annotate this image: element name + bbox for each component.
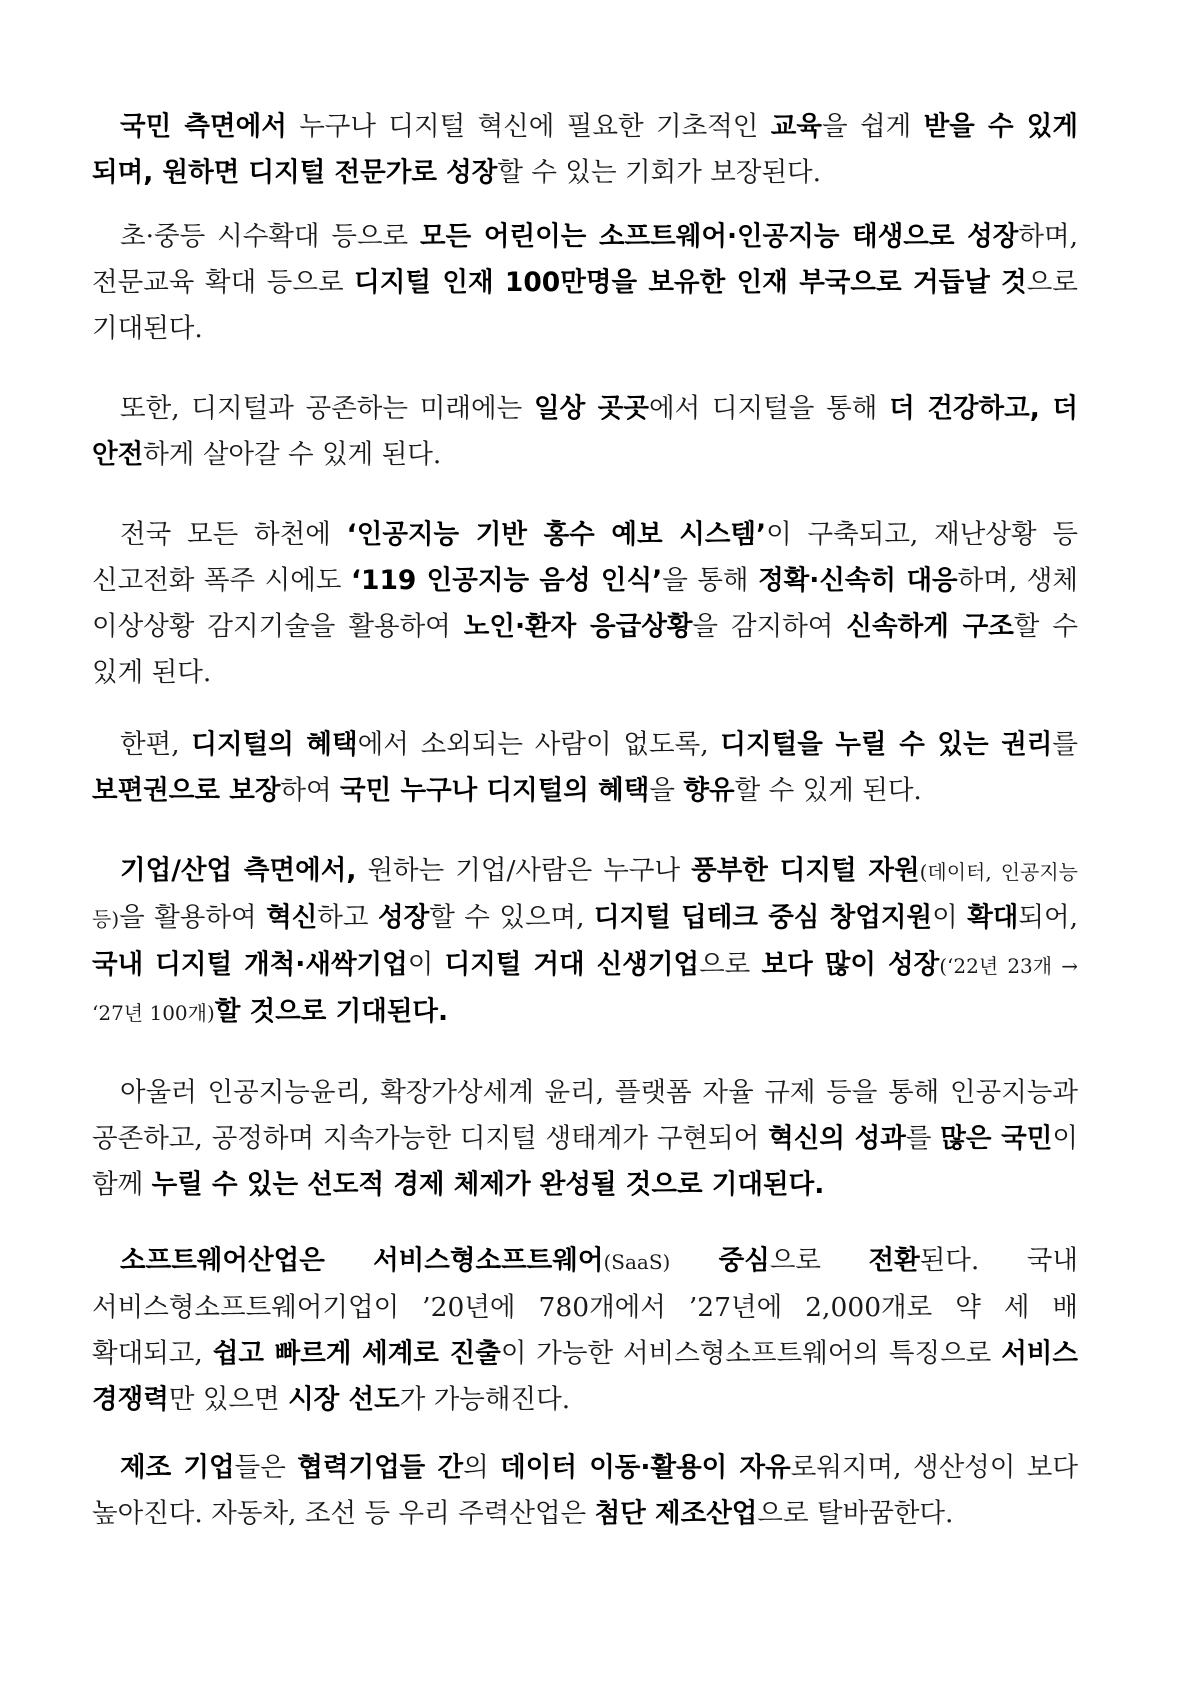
bold-text-run: 신속하게 구조: [846, 611, 1014, 642]
text-run: 되어,: [1018, 902, 1079, 933]
paragraph-digital-ecosystem: [92, 1070, 1078, 1208]
text-run: 으로: [699, 949, 762, 980]
text-run: 또한, 디지털과 공존하는 미래에는: [120, 393, 534, 424]
bold-text-run: 확대: [967, 902, 1019, 933]
text-run: 을 통해: [662, 565, 759, 596]
text-run: 을 활용하여: [119, 902, 267, 933]
bold-text-run: 보다 많이 성장: [761, 949, 940, 980]
text-run: 하며, 전문교육 확대 등으로: [92, 221, 1078, 298]
bold-text-run: 혁신의 성과: [768, 1123, 906, 1154]
text-run: 로워지며, 생산성이 보다 높아진다. 자동차, 조선 등 우리 주력산업은: [92, 1452, 1079, 1529]
bold-text-run: 소프트웨어산업은 서비스형소프트웨어: [120, 1245, 604, 1276]
bold-text-run: 정확·신속히 대응: [758, 565, 958, 596]
text-run: 으로: [769, 1245, 869, 1276]
bold-text-run: 디지털 인재 100만명을 보유한 인재 부국으로 거듭날 것: [354, 267, 1027, 298]
bold-text-run: 풍부한 디지털 자원: [691, 855, 920, 886]
text-run: 이 구축되고, 재난상황 등 신고전화 폭주 시에도: [92, 519, 1078, 596]
bold-text-run: 교육: [770, 111, 822, 142]
text-run: (‘22년 23개 → ‘27년 100개): [92, 954, 1079, 1025]
text-run: 에서 소외되는 사람이 없도록,: [357, 729, 721, 760]
text-run: 에서 디지털을 통해: [648, 393, 890, 424]
bold-text-run: 더 건강하고, 더 안전: [92, 393, 1078, 470]
bold-text-run: ‘119 인공지능 음성 인식’: [350, 565, 663, 596]
bold-text-run: 혁신: [266, 902, 318, 933]
bold-text-run: 전환: [868, 1245, 920, 1276]
paragraph-digital-rights: [92, 722, 1078, 814]
bold-text-run: 중심: [670, 1245, 770, 1276]
bold-text-run: 시장 선도: [288, 1384, 400, 1415]
text-run: (데이터, 인공지능 등): [92, 860, 1078, 931]
text-run: 들은: [234, 1452, 298, 1483]
bold-text-run: 제조 기업: [120, 1452, 235, 1483]
text-run: 할 수 있게 된다.: [92, 611, 1078, 688]
bold-text-run: 협력기업들 간: [297, 1452, 464, 1483]
text-run: 을 감지하여: [692, 611, 847, 642]
bold-text-run: ‘인공지능 기반 홍수 예보 시스템’: [346, 519, 767, 550]
paragraph-manufacturing: [92, 1445, 1078, 1537]
text-run: 하게 살아갈 수 있게 된다.: [143, 439, 442, 470]
bold-text-run: 많은 국민: [940, 1123, 1053, 1154]
bold-text-run: 기업/산업 측면에서,: [120, 855, 357, 886]
text-run: 전국 모든 하천에: [120, 519, 347, 550]
bold-text-run: 노인·환자 응급상황: [463, 611, 693, 642]
text-run: 초·중등 시수확대 등으로: [120, 221, 421, 252]
text-run: 원하는 기업/사람은 누구나: [356, 855, 692, 886]
bold-text-run: 누릴 수 있는 선도적 경제 체제가 완성될 것으로 기대된다.: [151, 1169, 825, 1200]
bold-text-run: 국민 측면에서: [120, 111, 287, 142]
bold-text-run: 성장: [377, 902, 430, 933]
text-run: 할 수 있으며,: [429, 902, 595, 933]
text-run: 이 함께: [92, 1123, 1078, 1200]
text-run: (SaaS): [603, 1250, 671, 1274]
text-run: 을 쉽게: [821, 111, 924, 142]
text-run: 의: [463, 1452, 501, 1483]
bold-text-run: 쉽고 빠르게 세계로 진출: [212, 1338, 501, 1369]
text-run: 된다. 국내 서비스형소프트웨어기업이 ’20년에 780개에서 ’27년에 2,000개로 약 세 배 확대되고,: [92, 1245, 1078, 1369]
bold-text-run: 디지털 딥테크 중심 창업지원: [594, 902, 933, 933]
bold-text-run: 디지털 거대 신생기업: [444, 949, 700, 980]
bold-text-run: 보편권으로 보장: [92, 775, 281, 806]
text-run: 를: [1052, 729, 1079, 760]
bold-text-run: 디지털의 혜택: [191, 729, 358, 760]
bold-text-run: 서비스 경쟁력: [92, 1338, 1078, 1415]
bold-text-run: 국내 디지털 개척·새싹기업: [92, 949, 408, 980]
bold-text-run: 받을 수 있게 되며, 원하면 디지털 전문가로 성장: [92, 111, 1078, 188]
text-run: 이 가능한 서비스형소프트웨어의 특징으로: [500, 1338, 1002, 1369]
text-run: 하고: [317, 902, 378, 933]
text-run: 한편,: [120, 729, 192, 760]
paragraph-saas-transition: [92, 1238, 1078, 1423]
text-run: 으로 탈바꿈한다.: [757, 1498, 954, 1529]
text-run: 하여: [280, 775, 341, 806]
text-run: 할 수 있는 기회가 보장된다.: [497, 157, 822, 188]
text-run: 를: [905, 1123, 941, 1154]
text-run: 이: [407, 949, 445, 980]
text-run: 할 수 있게 된다.: [734, 775, 922, 806]
text-run: 만 있으면: [168, 1384, 289, 1415]
bold-text-run: 일상 곳곳: [533, 393, 649, 424]
paragraph-citizen-education: [92, 104, 1078, 196]
bold-text-run: 모든 어린이는 소프트웨어·인공지능 태생으로 성장: [420, 221, 1019, 252]
paragraph-industry-growth: [92, 848, 1078, 1036]
bold-text-run: 향유: [683, 775, 735, 806]
text-run: 하며, 생체 이상상황 감지기술을 활용하여: [92, 565, 1078, 642]
text-run: 이: [932, 902, 968, 933]
paragraph-disaster-response: [92, 512, 1078, 696]
bold-text-run: 할 것으로 기대된다.: [214, 996, 449, 1027]
bold-text-run: 디지털을 누릴 수 있는 권리: [720, 729, 1053, 760]
paragraph-digital-talent: [92, 214, 1078, 352]
text-run: 으로 기대된다.: [92, 267, 1078, 344]
bold-text-run: 데이터 이동·활용이 자유: [500, 1452, 791, 1483]
text-run: 누구나 디지털 혁신에 필요한 기초적인: [286, 111, 771, 142]
bold-text-run: 첨단 제조산업: [594, 1498, 758, 1529]
text-run: 을: [649, 775, 684, 806]
text-run: 아울러 인공지능윤리, 확장가상세계 윤리, 플랫폼 자율 규제 등을 통해 인공지능과 공존하고, 공정하며 지속가능한 디지털 생태계가 구현되어: [92, 1077, 1078, 1154]
bold-text-run: 국민 누구나 디지털의 혜택: [340, 775, 650, 806]
paragraph-healthy-safe-life: [92, 386, 1078, 478]
document-page: [92, 104, 1078, 1537]
text-run: 가 가능해진다.: [399, 1384, 571, 1415]
